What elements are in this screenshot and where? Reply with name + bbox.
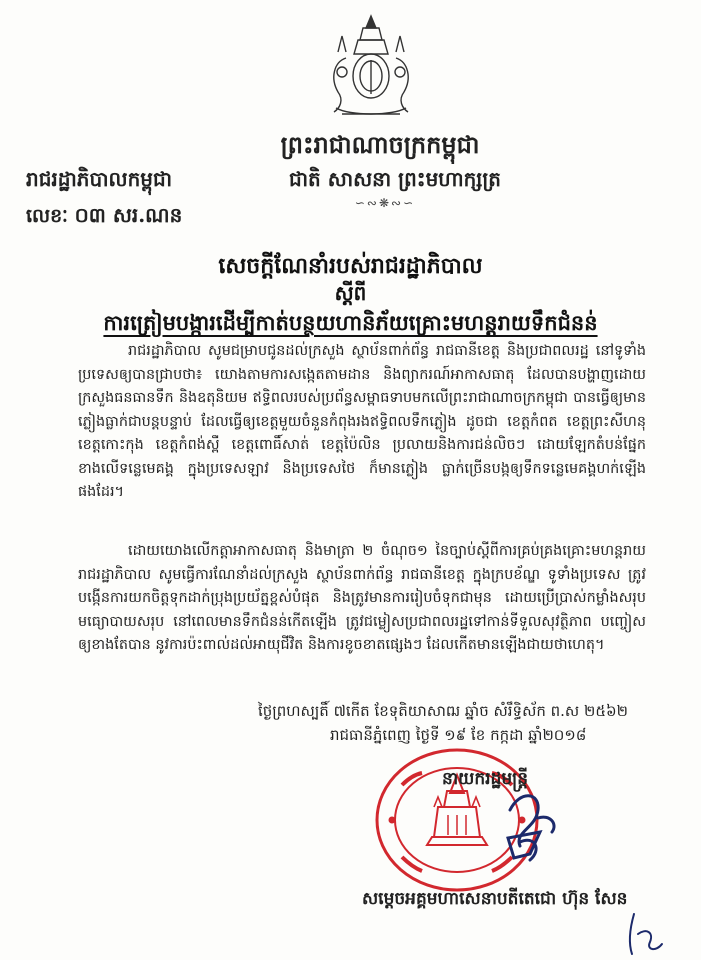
reference-line xyxy=(26,202,182,232)
kingdom-title: ព្រះរាជាណាចក្រកម្ពុជា xyxy=(280,130,480,159)
document-title-line2: ស្តីពី xyxy=(334,281,367,305)
document-title-line3: ការត្រៀមបង្ការដើម្បីកាត់បន្ថយហានិភ័យគ្រោះមហន្តរាយទឹកជំនន់ xyxy=(103,310,598,335)
reference-label: លេខៈ xyxy=(26,205,68,227)
paragraph-1-text: រាជរដ្ឋាភិបាល សូមជម្រាបជូនដល់ក្រសួង ស្ថាប័នពាក់ព័ន្ធ រាជធានីខេត្ត និងប្រជាពលរដ្ឋ នៅទូទាំងប្រទេសឲ្យបានជ្រាបថា៖ យោងតាមការសង្កេតតាមដាន និងព្យាករណ៍អាកាសធាតុ ដែលបានបង្ហាញដោយក្រសួងធនធានទឹក និងឧតុនិយម ឥទ្ធិពលរបស់ប្រព័ន្ធសម្ពាធទាបមកលើព្រះរាជាណាចក្រកម្ពុជា បានធ្វើឲ្យមានភ្លៀងធ្លាក់ជាបន្តបន្ទាប់ ដែលធ្វើឲ្យខេត្តមួយចំនួនកំពុងរងឥទ្ធិពលទឹកភ្លៀង ដូចជា ខេត្តកំពត ខេត្តព្រះសីហនុ ខេត្តកោះកុង ខេត្តកំពង់ស្ពឺ ខេត្តពោធិ៍សាត់ ខេត្តប៉ៃលិន ប្រលាយនិងការជន់លិចៗ ដោយឡែកតំបន់ផ្នែកខាងលើទន្លេមេគង្គ ក្នុងប្រទេសឡាវ និងប្រទេសថៃ ក៏មានភ្លៀង ធ្លាក់ច្រើនបង្កឲ្យទឹកទន្លេមេគង្គហក់ឡើងផងដែរ។ xyxy=(78,343,646,500)
lunar-date: ថ្ងៃព្រហស្បតិ៍ ៧កើត ខែទុតិយាសាឍ ឆ្នាំច សំរឹទ្ធិស័ក ព.ស ២៥៦២ xyxy=(258,702,628,720)
document-title-line1: សេចក្តីណែនាំរបស់រាជរដ្ឋាភិបាល xyxy=(218,253,483,279)
ornament-divider: ∽∾❋∾∽ xyxy=(354,196,416,210)
royal-emblem-icon xyxy=(316,12,426,122)
signature-icon xyxy=(480,780,600,880)
body-paragraph-1 xyxy=(78,340,646,505)
issuing-authority: រាជរដ្ឋាភិបាលកម្ពុជា xyxy=(26,167,172,191)
signer-title: នាយករដ្ឋមន្ត្រី xyxy=(442,769,528,789)
solar-date: រាជធានីភ្នំពេញ ថ្ងៃទី ១៩ ខែ កក្កដា ឆ្នាំ២០១៨ xyxy=(330,726,587,744)
reference-number: ០៣ សរ.ណន xyxy=(74,203,183,227)
body-paragraph-2 xyxy=(78,540,646,658)
national-motto: ជាតិ សាសនា ព្រះមហាក្សត្រ xyxy=(289,167,501,191)
signature-icon xyxy=(620,908,680,958)
signer-name: សម្តេចអគ្គមហាសេនាបតីតេជោ ហ៊ុន សែន xyxy=(362,889,628,909)
paragraph-2-text: ដោយយោងលើកត្តាអាកាសធាតុ និងមាត្រា ២ ចំណុច១ នៃច្បាប់ស្តីពីការគ្រប់គ្រងគ្រោះមហន្តរាយ រាជរដ្ឋាភិបាល សូមធ្វើការណែនាំដល់ក្រសួង ស្ថាប័នពាក់ព័ន្ធ រាជធានីខេត្ត ក្នុងក្របខ័ណ្ឌ ទូទាំងប្រទេស ត្រូវបង្កើនការយកចិត្តទុកដាក់ប្រុងប្រយ័ត្នខ្ពស់បំផុត និងត្រូវមានការរៀបចំទុកជាមុន ដោយប្រើប្រាស់កម្លាំងសរុប មធ្យោបាយសរុប នៅពេលមានទឹកជំនន់កើតឡើង ត្រូវជម្លៀសប្រជាពលរដ្ឋទៅកាន់ទីទួលសុវត្ថិភាព បញ្ចៀសឲ្យខាងតែបាន នូវការប៉ះពាល់ដល់អាយុជីវិត និងការខូចខាតផ្សេងៗ ដែលកើតមានឡើងជាយថាហេតុ។ xyxy=(78,543,646,653)
